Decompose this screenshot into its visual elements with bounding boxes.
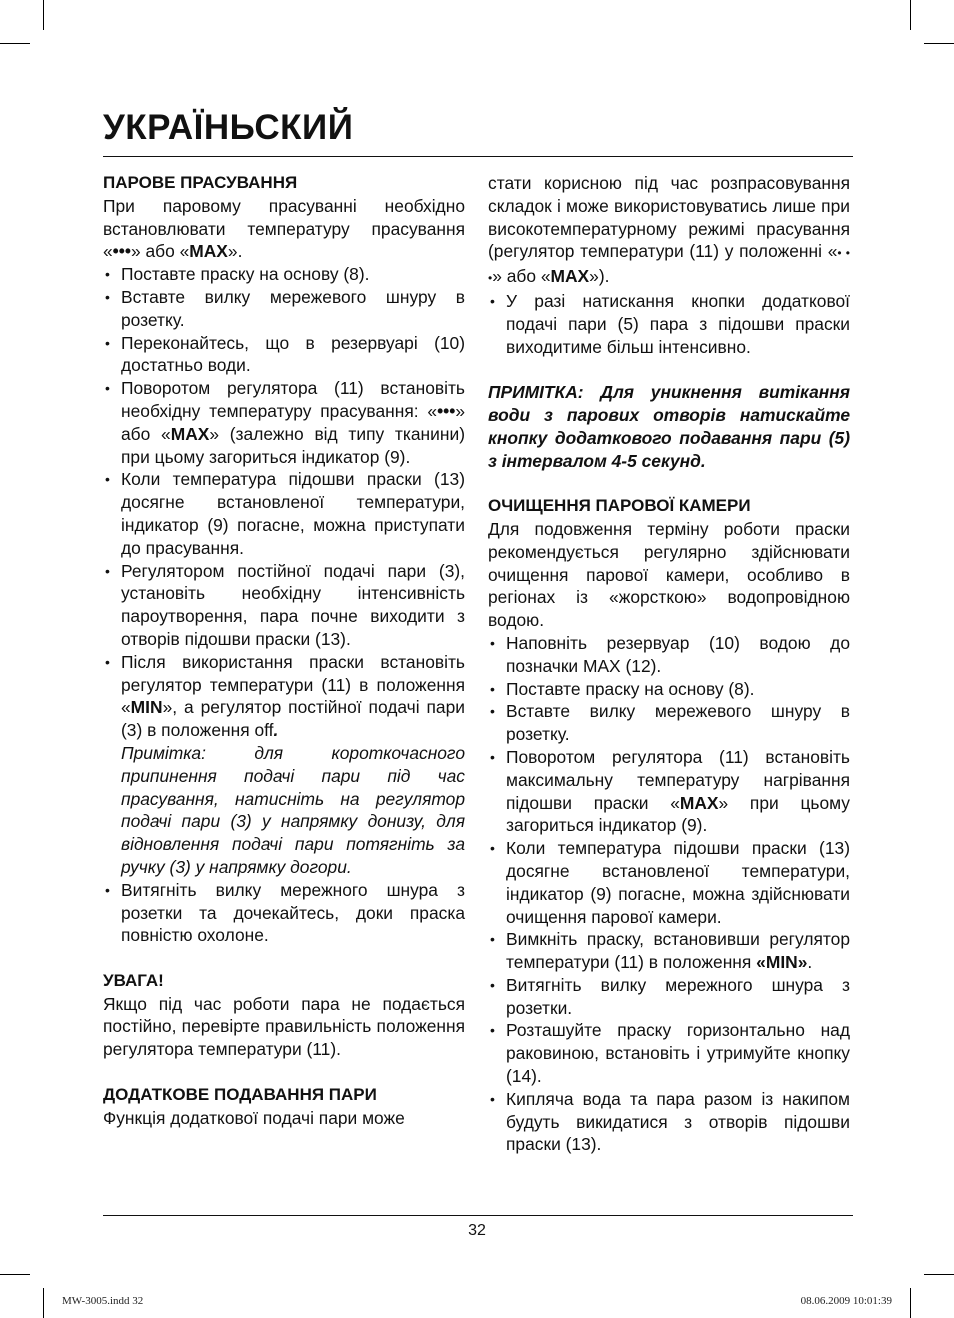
text: Вимкніть праску, встановивши регулятор температури (11) в положення — [506, 929, 850, 973]
paragraph — [103, 195, 465, 263]
list-item: • Витягніть вилку мережного шнура з розетки та дочекайтесь, доки праска повністю охолоне. — [103, 879, 465, 947]
paragraph: Якщо під час роботи пара не подається постійно, перевірте правильність положення регулятора температури (11). — [103, 993, 465, 1060]
list-item: • Витягніть вилку мережного шнура з розетки. — [488, 974, 850, 1020]
crop-mark — [924, 1274, 954, 1275]
header-rule — [103, 156, 853, 157]
left-column — [103, 172, 465, 1129]
text: » або « — [121, 400, 465, 444]
dots-symbol: ••• — [437, 400, 456, 421]
section-title-extra-steam: ДОДАТКОВЕ ПОДАВАННЯ ПАРИ — [103, 1084, 377, 1104]
list-item — [488, 928, 850, 974]
text: Поворотом регулятора (11) встановіть максимальну температуру нагрівання підошви праски « — [506, 746, 850, 813]
list-item: • Наповніть резервуар (10) водою до позначки MAX (12). — [488, 632, 850, 678]
crop-mark — [924, 43, 954, 44]
paragraph: Для подовження терміну роботи праски рекомендується регулярно здійснювати очищення парової камери, особливо в регіонах із «жорсткою» водопровідною водою. — [488, 518, 850, 631]
text: Поворотом регулятора (11) встановіть необхідну температуру прасування: « — [121, 378, 465, 421]
list-item: • У разі натискання кнопки додаткової подачі пари (5) пара з підошви праски виходитиме більш інтенсивно. — [488, 290, 850, 358]
instruction-list — [488, 290, 850, 358]
max-label: MAX — [189, 241, 228, 262]
section-title-cleaning: ОЧИЩЕННЯ ПАРОВОЇ КАМЕРИ — [488, 496, 751, 516]
text: » (залежно від типу тканини) при цьому загориться індикатор (9). — [121, 423, 465, 467]
instruction-list — [103, 263, 465, 947]
list-item: • Вставте вилку мережевого шнуру в розетку. — [488, 700, 850, 746]
max-label: MAX — [550, 266, 590, 287]
list-item: • Кипляча вода та пара разом із накипом будуть викидатися з отворів підошви праски (13). — [488, 1088, 850, 1156]
inline-note: Примітка: для короткочасного припинення подачі пари під час прасування, натисніть на регулятор подачі пари (3) у напрямку донизу, для відновлення подачі пари потягніть за ручку (3) у напрямку догори. — [121, 742, 465, 877]
crop-mark — [910, 0, 911, 30]
file-slug: MW-3005.indd 32 — [62, 1295, 144, 1307]
text: » або « — [492, 266, 551, 287]
page-number: 32 — [468, 1222, 486, 1239]
max-label: MAX — [170, 423, 210, 444]
note-paragraph: ПРИМІТКА: Для уникнення витікання води з парових отворів натискайте кнопку додаткового подавання пари (5) з інтервалом 4-5 секунд. — [488, 382, 850, 471]
date-slug: 08.06.2009 10:01:39 — [800, 1295, 892, 1307]
max-label: MAX — [679, 792, 719, 813]
list-item: • Вставте вилку мережевого шнуру в розетку. — [103, 286, 465, 332]
crop-mark — [910, 1288, 911, 1318]
text: », а регулятор постійної подачі пари (3) в положення off — [121, 697, 465, 741]
dots-symbol: • • • — [488, 246, 850, 286]
section-title-warning: УВАГА! — [103, 970, 164, 990]
min-label: «MIN» — [756, 952, 808, 973]
list-item — [488, 746, 850, 837]
right-column — [488, 172, 850, 1156]
text: . — [807, 952, 813, 973]
list-item: • Розташуйте праску горизонтально над раковиною, встановіть і утримуйте кнопку (14). — [488, 1019, 850, 1087]
text: »). — [589, 266, 610, 287]
footer-rule — [103, 1215, 853, 1216]
paragraph — [488, 172, 850, 290]
text: . — [273, 720, 279, 741]
dots-symbol: ••• — [112, 241, 131, 262]
paragraph: Функція додаткової подачі пари може — [103, 1107, 405, 1128]
list-item: • Поставте праску на основу (8). — [103, 263, 465, 286]
text: ». — [227, 241, 243, 262]
list-item: • Поставте праску на основу (8). — [488, 678, 850, 701]
text: стати корисною під час розпрасовування складок і може використовуватись лише при високотемпературному режимі прасування (регулятор температури (11) у положенні « — [488, 173, 850, 262]
list-item — [103, 651, 465, 879]
list-item: • Коли температура підошви праски (13) досягне встановленої температури, індикатор (9) погасне, можна приступати до прасування. — [103, 468, 465, 559]
section-title-steam-ironing: ПАРОВЕ ПРАСУВАННЯ — [103, 173, 298, 192]
text: Після використання праски встановіть регулятор температури (11) в положення « — [121, 651, 465, 718]
instruction-list — [488, 632, 850, 1156]
text: При паровому прасуванні необхідно встановлювати температуру прасування « — [103, 195, 465, 262]
text: » або « — [130, 241, 190, 262]
list-item: • Переконайтесь, що в резервуарі (10) достатньо води. — [103, 332, 465, 378]
min-label: MIN — [130, 697, 163, 718]
list-item — [103, 377, 465, 468]
crop-mark — [0, 1274, 30, 1275]
list-item: • Коли температура підошви праски (13) досягне встановленої температури, індикатор (9) погасне, можна здійснювати очищення парової камери. — [488, 837, 850, 928]
text: » при цьому загориться індикатор (9). — [506, 792, 850, 836]
page-title: УКРАЇНЬСКИЙ — [103, 108, 354, 147]
crop-mark — [0, 43, 30, 44]
crop-mark — [43, 1288, 44, 1318]
crop-mark — [43, 0, 44, 30]
list-item: • Регулятором постійної подачі пари (3), установіть необхідну інтенсивність пароутворення, пара почне виходити з отворів підошви праски (13). — [103, 560, 465, 651]
